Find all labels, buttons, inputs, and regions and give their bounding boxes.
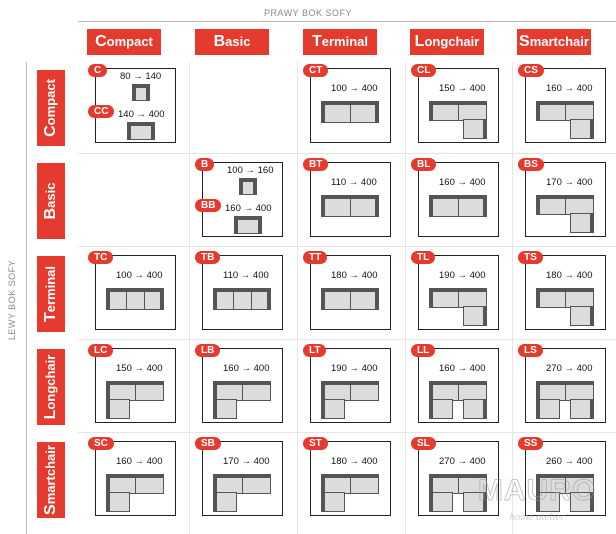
cell-r2c2 <box>309 252 391 330</box>
sofa-seam <box>458 199 459 216</box>
sofa-single-icon <box>127 122 155 140</box>
sofa-seam <box>430 196 433 216</box>
logo-tagline: home atelier <box>509 511 565 523</box>
cell-r3c0 <box>94 345 176 423</box>
sofa-seam <box>107 289 163 292</box>
sofa-seam <box>375 196 378 216</box>
size-range-label: 80 → 140 <box>120 71 162 82</box>
size-range-label: 100 → 400 <box>331 83 378 94</box>
size-range-label: 100 → 160 <box>227 165 274 176</box>
size-range-label: 160 → 400 <box>116 456 163 467</box>
sofa-corner-icon <box>429 101 487 121</box>
top-axis-label: PRAWY BOK SOFY <box>263 8 353 18</box>
sofa-straight-icon <box>321 101 379 123</box>
sofa-chaise-icon <box>570 306 594 326</box>
sofa-straight-icon <box>321 288 379 310</box>
sofa-seam <box>133 85 136 100</box>
sofa-seam <box>214 289 270 292</box>
cell-r0c0 <box>94 65 176 143</box>
sofa-seam <box>483 196 486 216</box>
cell-r0c2 <box>309 65 391 143</box>
sofa-seam <box>258 217 261 233</box>
model-code-badge: CC <box>88 105 114 118</box>
sofa-seam <box>430 102 433 120</box>
sofa-seam <box>107 493 110 511</box>
sofa-seam <box>350 385 351 400</box>
size-range-label: 190 → 400 <box>439 270 486 281</box>
size-range-label: 180 → 400 <box>331 456 378 467</box>
sofa-seam <box>253 179 256 194</box>
cell-r0c3 <box>417 65 499 143</box>
model-code-badge: CL <box>411 64 436 77</box>
sofa-seam <box>214 382 217 400</box>
sofa-seam <box>107 400 110 418</box>
sofa-seam <box>151 123 154 139</box>
sofa-seam <box>458 292 459 307</box>
grid-vline <box>297 62 298 534</box>
grid-hline <box>78 339 616 340</box>
sofa-seam <box>537 289 540 307</box>
sofa-corner-icon <box>429 381 487 401</box>
sofa-seam <box>483 307 486 325</box>
sofa-seam <box>144 292 145 309</box>
sofa-seam <box>537 102 540 120</box>
sofa-chaise-icon <box>106 399 130 419</box>
model-code-badge: CS <box>518 64 544 77</box>
sofa-seam <box>322 493 325 511</box>
sofa-seam <box>565 385 566 400</box>
sofa-chaise-icon <box>570 399 594 419</box>
model-code-badge: LT <box>303 344 326 357</box>
model-code-badge: SL <box>411 437 436 450</box>
sofa-seam <box>322 289 325 309</box>
sofa-single-icon <box>132 84 150 101</box>
cell-r1c3 <box>417 159 499 237</box>
model-code-badge: TC <box>88 251 113 264</box>
sofa-seam <box>590 214 593 232</box>
sofa-chaise-icon <box>321 492 345 512</box>
size-range-label: 270 → 400 <box>439 456 486 467</box>
sofa-seam <box>590 307 593 325</box>
column-header-longchair: Longchair <box>410 29 484 55</box>
sofa-seam <box>267 289 270 309</box>
sofa-seam <box>458 385 459 400</box>
size-range-label: 270 → 400 <box>546 363 593 374</box>
model-code-badge: BL <box>411 158 436 171</box>
size-range-label: 110 → 400 <box>223 270 269 281</box>
sofa-seam <box>233 292 234 309</box>
sofa-seam <box>537 382 540 400</box>
sofa-seam <box>483 400 486 418</box>
cell-r4c2 <box>309 438 391 516</box>
size-range-label: 160 → 400 <box>439 177 486 188</box>
sofa-seam <box>242 478 243 493</box>
sofa-straight-icon <box>429 195 487 217</box>
sofa-seam <box>350 292 351 309</box>
sofa-single-icon <box>234 216 262 234</box>
size-range-label: 160 → 400 <box>225 203 272 214</box>
sofa-chaise-icon <box>213 492 237 512</box>
sofa-straight-icon <box>213 288 271 310</box>
sofa-seam <box>350 199 351 216</box>
column-header-compact: Compact <box>87 29 161 55</box>
model-code-badge: LB <box>195 344 220 357</box>
sofa-seam <box>107 475 110 493</box>
sofa-seam <box>214 493 217 511</box>
sofa-seam <box>322 382 325 400</box>
logo-brand: MAURO <box>477 474 597 507</box>
model-code-badge: BB <box>195 199 221 212</box>
sofa-corner-icon <box>536 101 594 121</box>
sofa-seam <box>430 493 433 511</box>
size-range-label: 100 → 400 <box>116 270 163 281</box>
size-range-label: 150 → 400 <box>116 363 163 374</box>
model-code-badge: BS <box>518 158 544 171</box>
sofa-seam <box>565 292 566 307</box>
sofa-corner-icon <box>106 381 164 401</box>
sofa-seam <box>565 105 566 120</box>
row-header-smartchair: Smartchair <box>37 442 65 518</box>
sofa-seam <box>430 475 433 493</box>
model-code-badge: LL <box>411 344 435 357</box>
sofa-seam <box>483 120 486 138</box>
model-code-badge: LS <box>518 344 543 357</box>
cell-r2c1 <box>201 252 283 330</box>
sofa-chaise-icon <box>570 119 594 139</box>
sofa-chaise-icon <box>570 213 594 233</box>
sofa-chaise-icon <box>213 399 237 419</box>
sofa-chaise-icon <box>536 399 560 419</box>
row-header-basic: Basic <box>37 163 65 239</box>
size-range-label: 260 → 400 <box>546 456 593 467</box>
sofa-seam <box>135 385 136 400</box>
sofa-chaise-icon <box>463 306 487 326</box>
size-range-label: 180 → 400 <box>546 270 593 281</box>
sofa-chaise-icon <box>429 492 453 512</box>
sofa-chaise-icon <box>463 119 487 139</box>
cell-r1c4 <box>524 159 606 237</box>
sofa-seam <box>160 289 163 309</box>
sofa-seam <box>537 400 540 418</box>
model-code-badge: CT <box>303 64 328 77</box>
model-code-badge: B <box>195 158 214 171</box>
row-header-terminal: Terminal <box>37 256 65 332</box>
size-range-label: 110 → 400 <box>331 177 377 188</box>
size-range-label: 190 → 400 <box>331 363 378 374</box>
model-code-badge: SS <box>518 437 543 450</box>
sofa-chaise-icon <box>106 492 130 512</box>
sofa-straight-icon <box>106 288 164 310</box>
side-axis-label: LEWY BOK SOFY <box>7 259 17 341</box>
model-code-badge: LC <box>88 344 113 357</box>
side-divider <box>26 62 27 534</box>
sofa-corner-icon <box>429 288 487 308</box>
sofa-corner-icon <box>106 474 164 494</box>
cell-r2c3 <box>417 252 499 330</box>
sofa-seam <box>590 400 593 418</box>
size-range-label: 160 → 400 <box>223 363 270 374</box>
sofa-seam <box>126 292 127 309</box>
size-range-label: 170 → 400 <box>223 456 270 467</box>
size-range-label: 160 → 400 <box>439 363 486 374</box>
cell-r2c0 <box>94 252 176 330</box>
sofa-seam <box>240 179 243 194</box>
sofa-seam <box>214 400 217 418</box>
size-range-label: 160 → 400 <box>546 83 593 94</box>
sofa-corner-icon <box>536 195 594 215</box>
cell-r3c1 <box>201 345 283 423</box>
sofa-seam <box>242 385 243 400</box>
sofa-seam <box>135 478 136 493</box>
sofa-seam <box>235 217 238 233</box>
model-code-badge: TS <box>518 251 543 264</box>
size-range-label: 170 → 400 <box>546 177 593 188</box>
model-code-badge: ST <box>303 437 328 450</box>
sofa-chaise-icon <box>463 399 487 419</box>
model-code-badge: C <box>88 64 107 77</box>
row-header-longchair: Longchair <box>37 349 65 425</box>
cell-r4c0 <box>94 438 176 516</box>
model-code-badge: SB <box>195 437 221 450</box>
grid-hline <box>78 432 616 433</box>
sofa-seam <box>251 292 252 309</box>
column-header-basic: Basic <box>195 29 269 55</box>
sofa-seam <box>322 196 325 216</box>
sofa-seam <box>430 400 433 418</box>
cell-r4c1 <box>201 438 283 516</box>
sofa-seam <box>537 196 540 214</box>
sofa-seam <box>430 382 433 400</box>
sofa-corner-icon <box>536 381 594 401</box>
size-range-label: 150 → 400 <box>439 83 486 94</box>
row-header-compact: Compact <box>37 70 65 146</box>
grid-vline <box>189 62 190 534</box>
sofa-corner-icon <box>213 381 271 401</box>
sofa-single-icon <box>239 178 257 195</box>
column-header-smartchair: Smartchair <box>517 29 591 55</box>
sofa-corner-icon <box>321 474 379 494</box>
cell-r3c4 <box>524 345 606 423</box>
cell-r2c4 <box>524 252 606 330</box>
cell-r3c3 <box>417 345 499 423</box>
size-range-label: 180 → 400 <box>331 270 378 281</box>
sofa-straight-icon <box>321 195 379 217</box>
top-divider <box>78 21 616 22</box>
model-code-badge: SC <box>88 437 114 450</box>
model-code-badge: TB <box>195 251 220 264</box>
model-code-badge: BT <box>303 158 328 171</box>
column-header-terminal: Terminal <box>303 29 377 55</box>
sofa-seam <box>214 475 217 493</box>
sofa-chaise-icon <box>429 399 453 419</box>
cell-r1c2 <box>309 159 391 237</box>
sofa-seam <box>375 289 378 309</box>
cell-r1c1 <box>201 159 283 237</box>
cell-r3c2 <box>309 345 391 423</box>
sofa-corner-icon <box>213 474 271 494</box>
sofa-seam <box>146 85 149 100</box>
sofa-seam <box>107 289 110 309</box>
sofa-seam <box>350 105 351 122</box>
mauro-logo <box>462 470 612 528</box>
sofa-seam <box>322 102 325 122</box>
model-code-badge: TL <box>411 251 435 264</box>
sofa-seam <box>458 105 459 120</box>
sofa-seam <box>375 102 378 122</box>
sofa-seam <box>214 289 217 309</box>
grid-vline <box>405 62 406 534</box>
sofa-seam <box>322 400 325 418</box>
grid-hline <box>78 153 616 154</box>
sofa-chaise-icon <box>321 399 345 419</box>
sofa-corner-icon <box>321 381 379 401</box>
sofa-seam <box>128 123 131 139</box>
sofa-seam <box>590 120 593 138</box>
sofa-seam <box>565 199 566 214</box>
sofa-seam <box>458 478 459 493</box>
sofa-seam <box>322 475 325 493</box>
sofa-seam <box>107 382 110 400</box>
grid-hline <box>78 246 616 247</box>
size-range-label: 140 → 400 <box>118 109 165 120</box>
sofa-seam <box>430 289 433 307</box>
sofa-corner-icon <box>536 288 594 308</box>
grid-vline <box>512 62 513 534</box>
model-code-badge: TT <box>303 251 327 264</box>
cell-r0c4 <box>524 65 606 143</box>
sofa-seam <box>350 478 351 493</box>
